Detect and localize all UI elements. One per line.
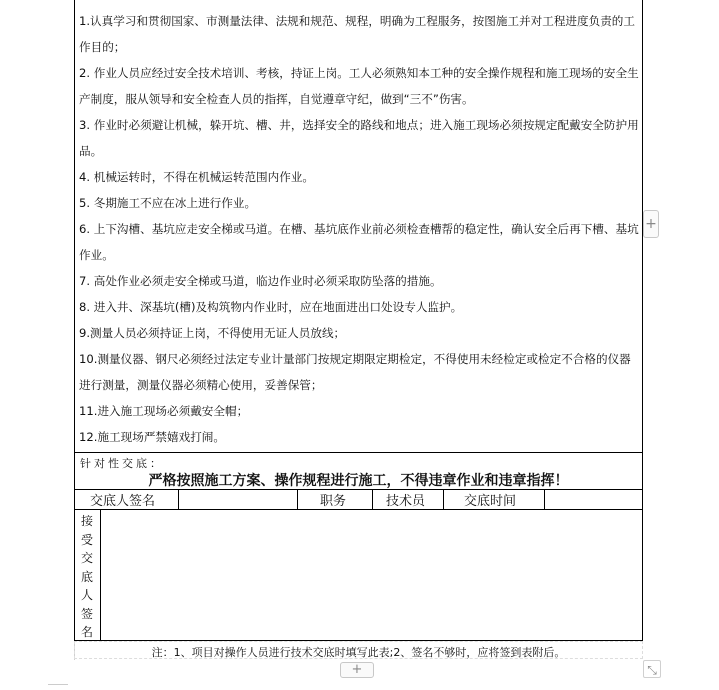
targeted-disclosure-label: 针对性交底：	[80, 457, 164, 470]
add-column-button[interactable]: +	[643, 210, 659, 238]
divider	[443, 489, 444, 509]
rule-item: 10.测量仪器、钢尺必须经过法定专业计量部门按规定期限定期检定，不得使用未经检定或检定不合格的仪器进行测量，测量仪器必须精心使用，妥善保管；	[79, 352, 631, 392]
discloser-signature-label: 交底人签名	[90, 494, 156, 509]
footer-note: 注：1、项目对操作人员进行技术交底时填写此表;2、签名不够时，应将签到表附后。	[151, 646, 566, 659]
divider	[100, 509, 101, 641]
divider	[74, 509, 643, 510]
rule-item: 6. 上下沟槽、基坑应走安全梯或马道。在槽、基坑底作业前必须检查槽帮的稳定性，确认安全后再下槽、基坑作业。	[79, 222, 639, 262]
rule-item: 5. 冬期施工不应在冰上进行作业。	[79, 196, 257, 210]
rule-item: 1.认真学习和贯彻国家、市测量法律、法规和规范、规程，明确为工程服务，按图施工并对工程进度负责的工作目的；	[79, 14, 635, 54]
divider	[297, 489, 298, 509]
receiver-signature-label: 接 受 交 底 人 签 名	[80, 514, 93, 639]
add-row-button[interactable]: +	[340, 662, 374, 678]
rule-item: 4. 机械运转时，不得在机械运转范围内作业。	[79, 170, 315, 184]
rule-item: 8. 进入井、深基坑(槽)及构筑物内作业时，应在地面进出口处设专人监护。	[79, 300, 463, 314]
divider	[74, 452, 643, 453]
technician-label: 技术员	[386, 494, 426, 509]
rule-item: 11.进入施工现场必须戴安全帽；	[79, 404, 249, 418]
resize-handle-icon[interactable]: ⤡	[643, 660, 661, 678]
rule-item: 9.测量人员必须持证上岗，不得使用无证人员放线；	[79, 326, 346, 340]
position-label: 职务	[320, 494, 347, 509]
rule-item: 7. 高处作业必须走安全梯或马道，临边作业时必须采取防坠落的措施。	[79, 274, 442, 288]
disclosure-time-label: 交底时间	[464, 494, 517, 509]
divider	[544, 489, 545, 509]
divider	[178, 489, 179, 509]
scroll-indicator	[48, 684, 68, 690]
targeted-disclosure-headline: 严格按照施工方案、操作规程进行施工，不得违章作业和违章指挥！	[148, 473, 569, 489]
divider	[372, 489, 373, 509]
rule-item: 2. 作业人员应经过安全技术培训、考核，持证上岗。工人必须熟知本工种的安全操作规程和施工现场的安全生产制度，服从领导和安全检查人员的指挥，自觉遵章守纪，做到“三不”伤害。	[79, 66, 639, 106]
safety-rules-list	[79, 8, 639, 450]
rule-item: 12.施工现场严禁嬉戏打闹。	[79, 430, 225, 444]
rule-item: 3. 作业时必须避让机械，躲开坑、槽、井，选择安全的路线和地点；进入施工现场必须按规定配戴安全防护用品。	[79, 118, 639, 158]
divider	[74, 489, 643, 490]
